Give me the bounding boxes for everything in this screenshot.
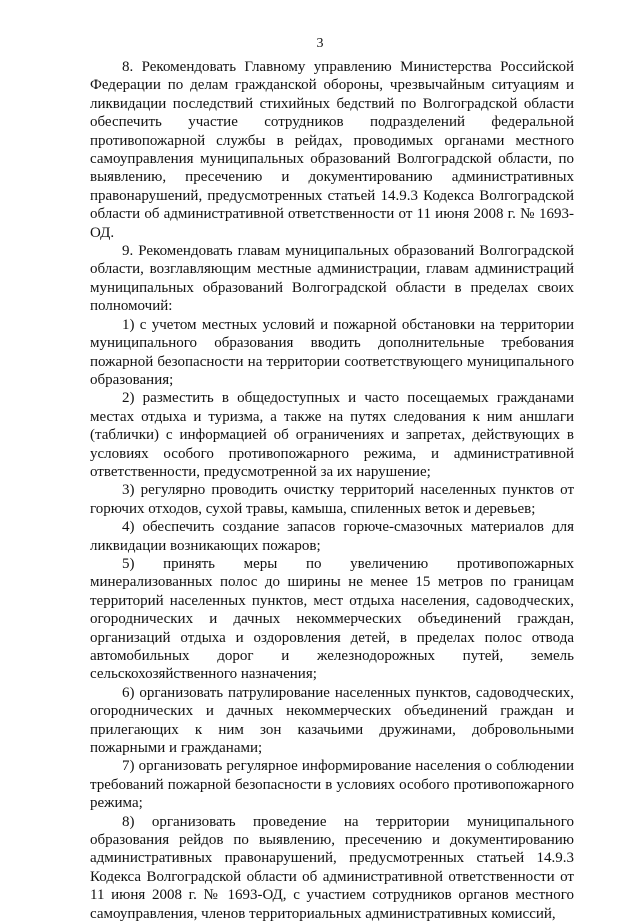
list-item-2: 2) разместить в общедоступных и часто посещаемых гражданами местах отдыха и туризма, а также на путях следования к ним аншлаги (таблички) с информацией об ограничениях и запретах, действующих в условиях особого противопожарного режима, и административной ответственности, предусмотренной за их нарушение; <box>90 390 574 480</box>
paragraph-8-recommendation: 8. Рекомендовать Главному управлению Министерства Российской Федерации по делам гражданской обороны, чрезвычайным ситуациям и ликвидации последствий стихийных бедствий по Волгоградской области обеспечить участие сотрудников подразделений федеральной противопожарной службы в рейдах, проводимых органами местного самоуправления муниципальных образований Волгоградской области, по выявлению, пресечению и документированию административных правонарушений, предусмотренных статьей 14.9.3 Кодекса Волгоградской области об административной ответственности от 11 июня 2008 г. № 1693-ОД. <box>90 59 574 241</box>
list-item-7: 7) организовать регулярное информирование населения о соблюдении требований пожарной безопасности в условиях особого противопожарного режима; <box>90 758 574 812</box>
list-item-4: 4) обеспечить создание запасов горюче-смазочных материалов для ликвидации возникающих пожаров; <box>90 519 574 554</box>
document-body <box>90 58 574 923</box>
list-item-1: 1) с учетом местных условий и пожарной обстановки на территории муниципального образования вводить дополнительные требования пожарной безопасности на территории соответствующего муниципального образования; <box>90 316 574 388</box>
list-item-5: 5) принять меры по увеличению противопожарных минерализованных полос до ширины не менее 15 метров по границам территорий населенных пунктов, мест отдыха населения, садоводческих, огороднических и дачных некоммерческих объединений граждан, организаций отдыха и оздоровления детей, в пределах полос отвода автомобильных дорог и железнодорожных путей, земель сельскохозяйственного назначения; <box>90 555 574 683</box>
page-number: 3 <box>316 36 324 51</box>
list-item-6: 6) организовать патрулирование населенных пунктов, садоводческих, огороднических и дачных некоммерческих объединений граждан и прилегающих к ним зон казачьими дружинами, добровольными пожарными и гражданами; <box>90 684 574 757</box>
list-item-3: 3) регулярно проводить очистку территорий населенных пунктов от горючих отходов, сухой травы, камыша, спиленных веток и деревьев; <box>90 482 574 517</box>
list-item-8: 8) организовать проведение на территории муниципального образования рейдов по выявлению, пресечению и документированию административных правонарушений, предусмотренных статьей 14.9.3 Кодекса Волгоградской области об административной ответственности от 11 июня 2008 г. № 1693-ОД, с участием сотрудников органов местного самоуправления, членов территориальных административных комиссий, <box>90 813 574 922</box>
paragraph-9-recommendation: 9. Рекомендовать главам муниципальных образований Волгоградской области, возглавляющим местные администрации, главам администраций муниципальных образований Волгоградской области в пределах своих полномочий: <box>90 243 574 315</box>
